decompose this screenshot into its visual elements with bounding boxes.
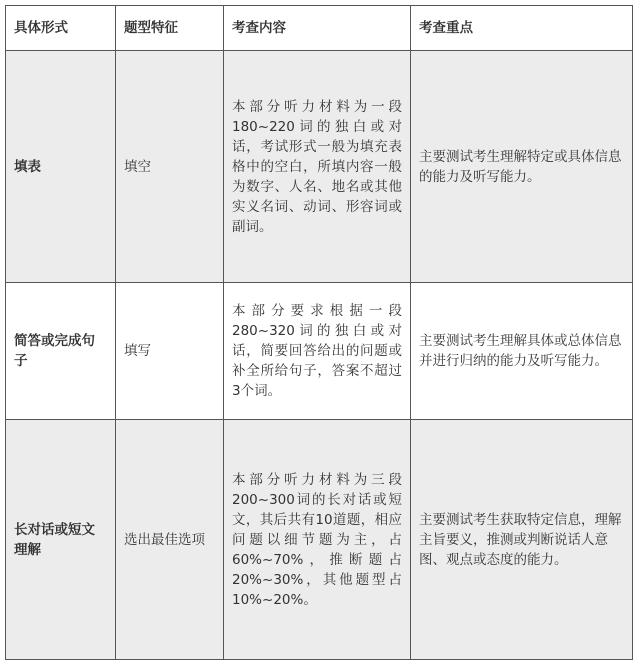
cell-focus: 主要测试考生获取特定信息，理解主旨要义，推测或判断说话人意图、观点或态度的能力。 (411, 420, 633, 660)
header-focus: 考查重点 (411, 6, 633, 51)
cell-focus: 主要测试考生理解特定或具体信息的能力及听写能力。 (411, 51, 633, 283)
cell-form: 简答或完成句子 (6, 283, 116, 420)
cell-feature: 填空 (116, 51, 224, 283)
header-form: 具体形式 (6, 6, 116, 51)
table-row (6, 51, 633, 283)
cell-feature: 填写 (116, 283, 224, 420)
header-content: 考查内容 (224, 6, 411, 51)
header-feature: 题型特征 (116, 6, 224, 51)
cell-content: 本部分听力材料为一段180~220词的独白或对话，考试形式一般为填充表格中的空白，所填内容一般为数字、人名、地名或其他实义名词、动词、形容词或副词。 (224, 51, 411, 283)
exam-format-table (5, 5, 633, 660)
cell-feature: 选出最佳选项 (116, 420, 224, 660)
cell-content: 本部分要求根据一段280~320词的独白或对话，简要回答给出的问题或补全所给句子，答案不超过3个词。 (224, 283, 411, 420)
cell-focus: 主要测试考生理解具体或总体信息并进行归纳的能力及听写能力。 (411, 283, 633, 420)
table-row (6, 420, 633, 660)
cell-form: 长对话或短文理解 (6, 420, 116, 660)
table-row (6, 283, 633, 420)
cell-form: 填表 (6, 51, 116, 283)
cell-content: 本部分听力材料为三段200~300词的长对话或短文，其后共有10道题，相应问题以细节题为主，占60%~70%，推断题占20%~30%，其他题型占10%~20%。 (224, 420, 411, 660)
table-header-row (6, 6, 633, 51)
